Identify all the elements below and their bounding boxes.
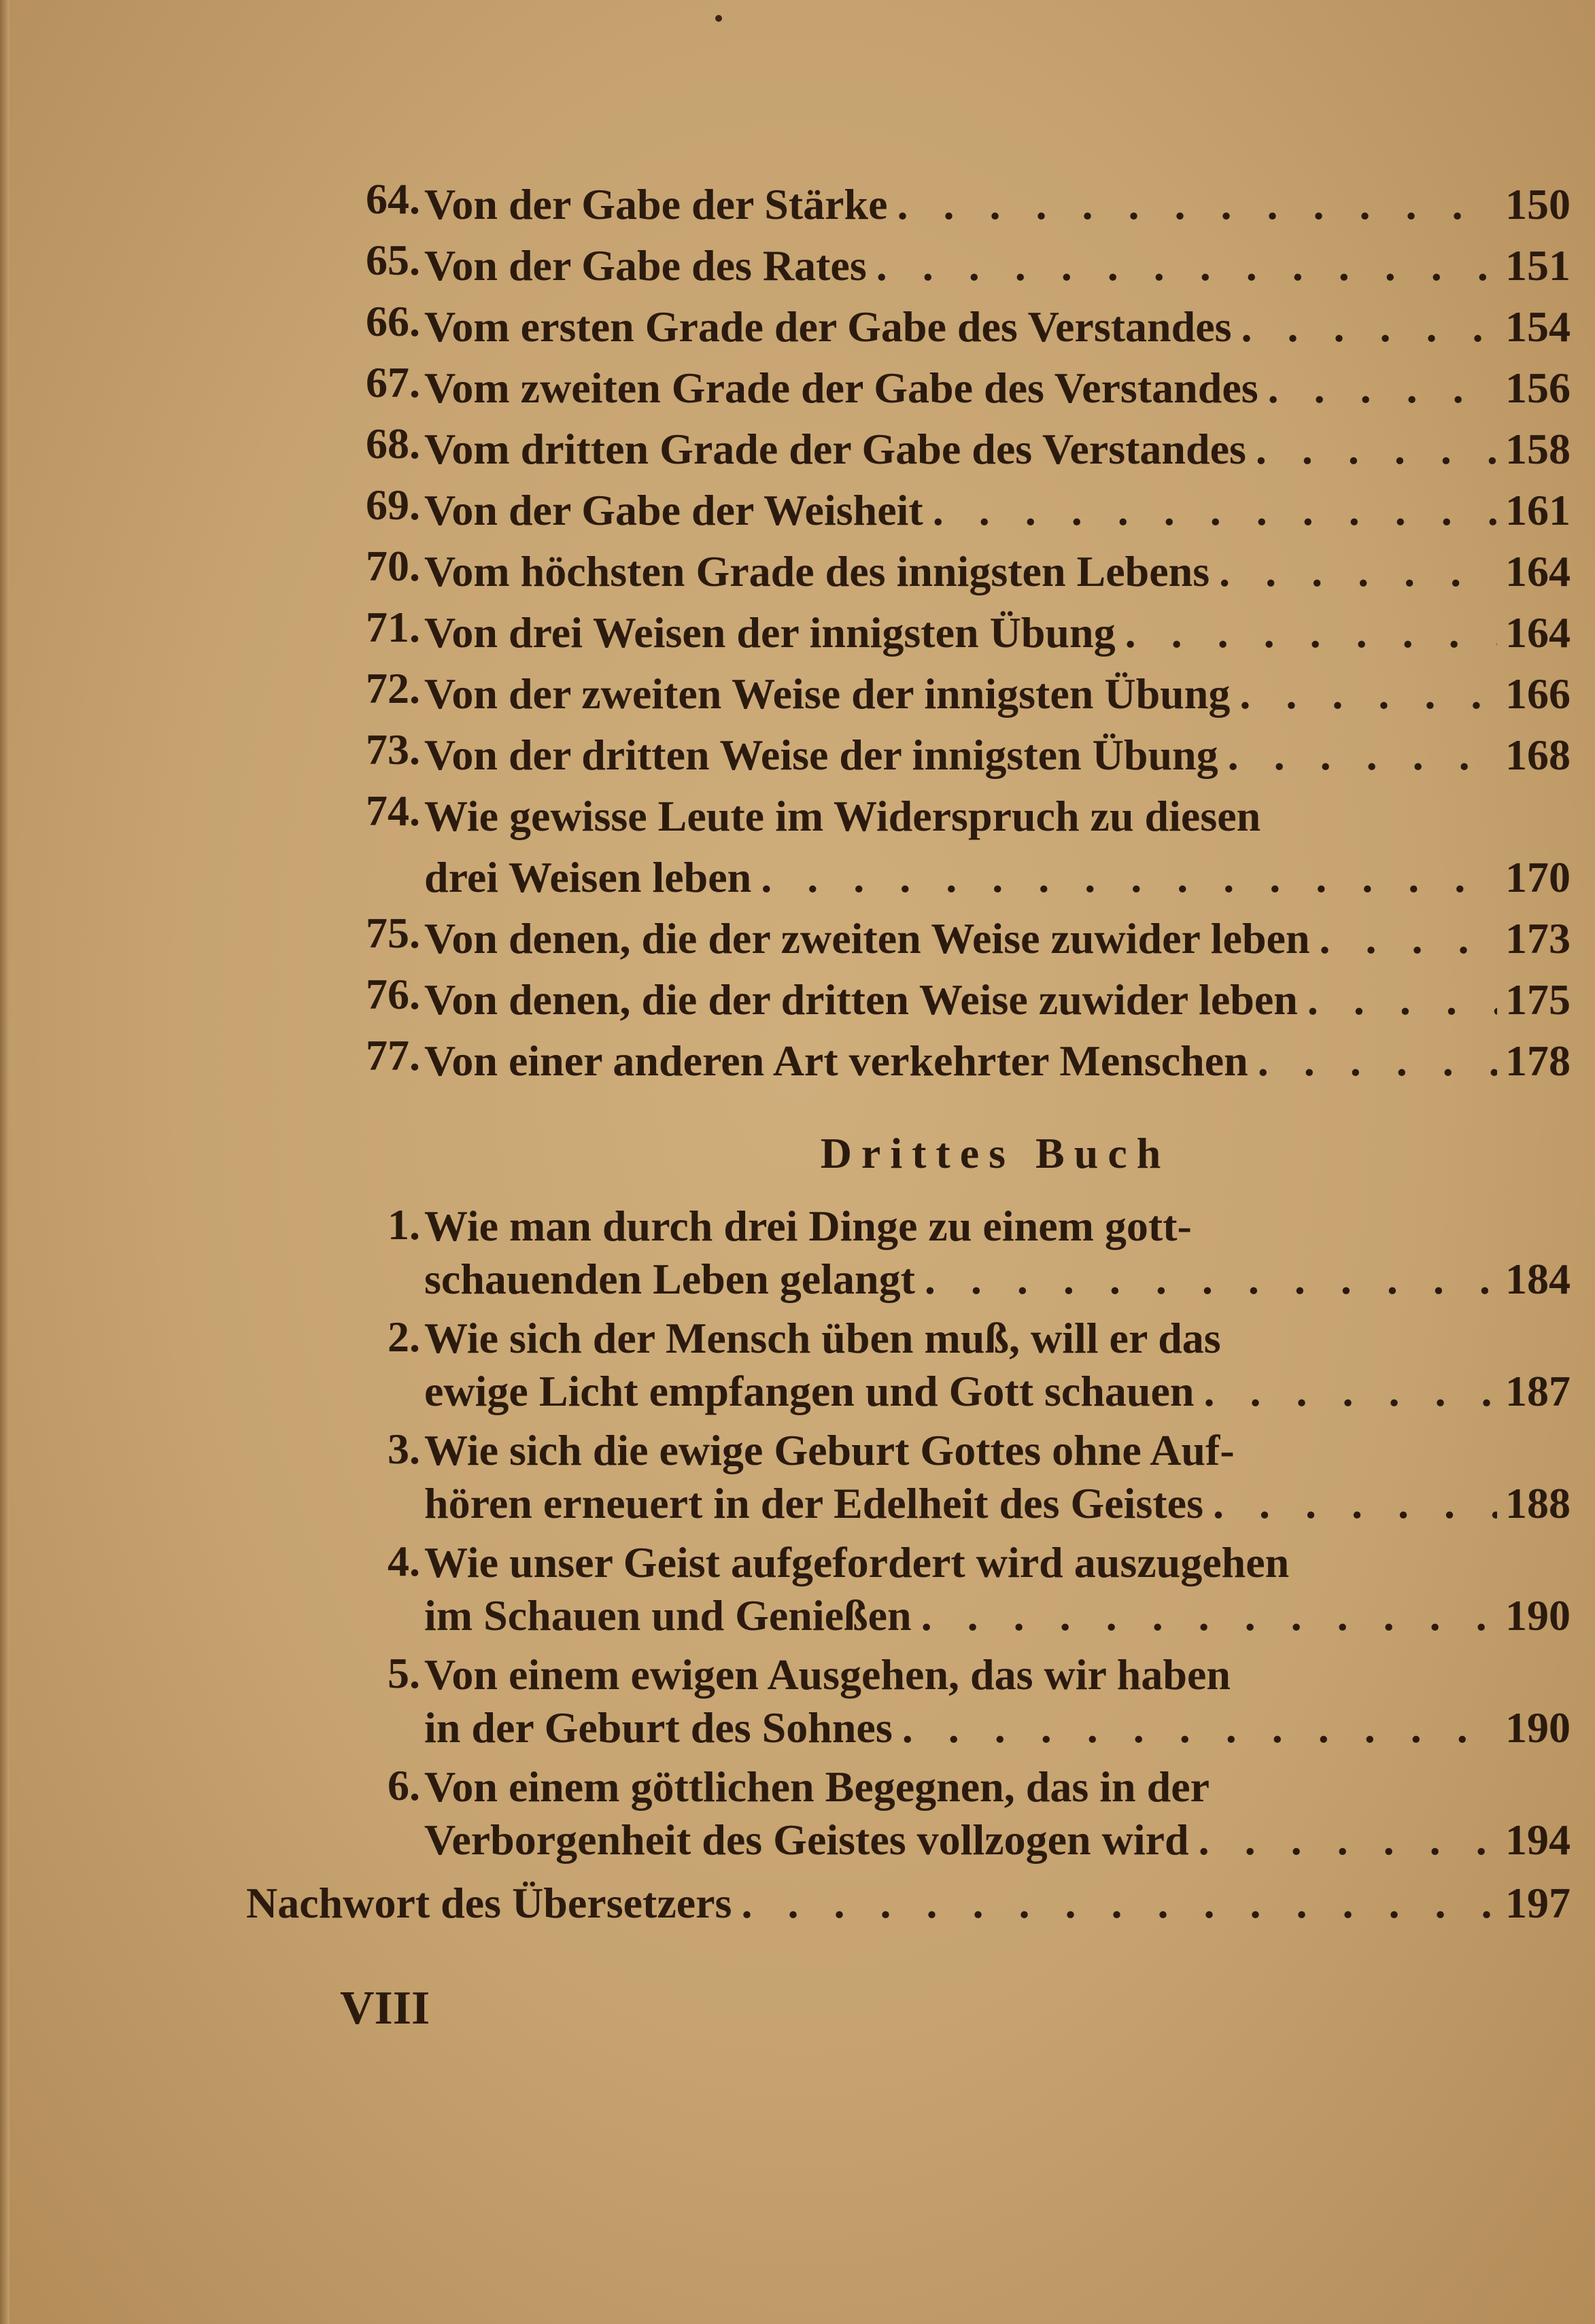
entry-number: 3. (388, 1425, 420, 1473)
entry-title: Nachwort des Übersetzers (246, 1879, 732, 1927)
entry-number: 64. (366, 175, 420, 223)
entry-page: 168 (1505, 731, 1571, 779)
entry-page: 170 (1505, 853, 1571, 901)
entry-page: 164 (1505, 547, 1571, 595)
entry-title-line: Vom ersten Grade der Gabe des Verstandes (424, 302, 1232, 351)
entry-title-line: Wie gewisse Leute im Widerspruch zu diesen (424, 792, 1261, 840)
toc-entry (333, 358, 1571, 419)
entry-title-line: hören erneuert in der Edelheit des Geistes (424, 1479, 1203, 1527)
dot-leader (1218, 725, 1497, 786)
dot-leader (1246, 419, 1497, 480)
entry-title-line: in der Geburt des Sohnes (424, 1703, 893, 1752)
dot-leader (893, 1701, 1497, 1754)
toc-entry (333, 786, 1571, 908)
entry-title-line: drei Weisen leben (424, 853, 752, 901)
entry-page: 197 (1505, 1879, 1571, 1927)
ink-speck (715, 15, 722, 22)
entry-title-line: Von der Gabe der Weisheit (424, 486, 923, 534)
entry-title-line: ewige Licht empfangen und Gott schauen (424, 1367, 1195, 1415)
entry-title-line: Wie unser Geist aufgefordert wird auszugehen (424, 1538, 1290, 1586)
toc-entry (333, 1200, 1571, 1306)
entry-title-line: Von denen, die der dritten Weise zuwider leben (424, 975, 1298, 1024)
entry-page: 178 (1505, 1037, 1571, 1085)
entry-page: 150 (1505, 180, 1571, 228)
book3-entries (333, 1200, 1571, 1867)
entry-number: 2. (388, 1313, 420, 1361)
entry-title-line: Vom dritten Grade der Gabe des Verstandes (424, 425, 1246, 473)
toc-entry (333, 1536, 1571, 1642)
entry-number: 4. (388, 1537, 420, 1585)
dot-leader (888, 174, 1497, 235)
toc-entry (333, 296, 1571, 358)
dot-leader (1189, 1814, 1497, 1867)
toc-entry (333, 725, 1571, 786)
entry-number: 77. (366, 1031, 420, 1079)
entry-number: 67. (366, 358, 420, 406)
dot-leader (1230, 663, 1497, 725)
table-of-contents (246, 174, 1571, 1934)
entry-number: 74. (366, 786, 420, 835)
toc-entry (333, 602, 1571, 663)
section-heading: Drittes Buch (820, 1129, 1171, 1177)
toc-entry (333, 663, 1571, 725)
entry-number: 68. (366, 419, 420, 468)
dot-leader (1232, 296, 1497, 358)
entry-number: 73. (366, 725, 420, 774)
toc-entry (333, 1424, 1571, 1530)
entry-title-line: Verborgenheit des Geistes vollzogen wird (424, 1816, 1189, 1864)
book2-entries (333, 174, 1571, 1092)
dot-leader (867, 235, 1497, 296)
entry-number: 6. (388, 1761, 420, 1809)
dot-leader (732, 1873, 1497, 1934)
entry-title-line: schauenden Leben gelangt (424, 1255, 915, 1303)
entry-page: 194 (1505, 1816, 1571, 1864)
dot-leader (1195, 1365, 1498, 1418)
entry-title-line: Von der zweiten Weise der innigsten Übung (424, 670, 1231, 718)
page-number: VIII (340, 1982, 430, 2034)
entry-number: 71. (366, 603, 420, 651)
entry-title-line: Von der dritten Weise der innigsten Übung (424, 731, 1218, 779)
entry-title-line: im Schauen und Genießen (424, 1591, 912, 1640)
entry-page: 164 (1505, 608, 1571, 657)
entry-number: 69. (366, 481, 420, 529)
dot-leader (1248, 1030, 1497, 1092)
entry-page: 158 (1505, 425, 1571, 473)
dot-leader (751, 847, 1497, 908)
entry-page: 184 (1505, 1255, 1571, 1303)
entry-number: 66. (366, 297, 420, 345)
entry-title-line: Von der Gabe der Stärke (424, 180, 888, 228)
entry-title-line: Wie sich die ewige Geburt Gottes ohne Auf- (424, 1426, 1235, 1474)
dot-leader (1203, 1477, 1497, 1530)
entry-page: 154 (1505, 302, 1571, 351)
toc-entry (333, 419, 1571, 480)
dot-leader (1310, 908, 1497, 969)
entry-title-line: Vom zweiten Grade der Gabe des Verstandes (424, 364, 1258, 412)
entry-page: 156 (1505, 364, 1571, 412)
toc-entry (333, 541, 1571, 602)
page-edge-shadow (0, 0, 10, 2324)
toc-entry (333, 1312, 1571, 1418)
dot-leader (1116, 602, 1497, 663)
entry-page: 190 (1505, 1703, 1571, 1752)
dot-leader (1258, 358, 1497, 419)
entry-title-line: Von denen, die der zweiten Weise zuwider leben (424, 914, 1310, 962)
dot-leader (912, 1589, 1497, 1642)
entry-number: 5. (388, 1649, 420, 1697)
entry-number: 65. (366, 236, 420, 284)
entry-number: 76. (366, 970, 420, 1018)
dot-leader (1210, 541, 1497, 602)
toc-entry (333, 908, 1571, 969)
entry-title-line: Von drei Weisen der innigsten Übung (424, 608, 1116, 657)
entry-page: 166 (1505, 670, 1571, 718)
entry-number: 75. (366, 909, 420, 957)
entry-title-line: Wie man durch drei Dinge zu einem gott- (424, 1202, 1192, 1250)
entry-page: 188 (1505, 1479, 1571, 1527)
entry-title-line: Von einem ewigen Ausgehen, das wir haben (424, 1650, 1231, 1699)
toc-entry-afterword (246, 1873, 1571, 1934)
toc-entry (333, 1648, 1571, 1754)
entry-number: 70. (366, 542, 420, 590)
entry-page: 161 (1505, 486, 1571, 534)
entry-page: 175 (1505, 975, 1571, 1024)
entry-page: 190 (1505, 1591, 1571, 1640)
entry-page: 187 (1505, 1367, 1571, 1415)
toc-entry (333, 174, 1571, 235)
dot-leader (923, 480, 1497, 541)
entry-page: 151 (1505, 241, 1571, 290)
entry-title-line: Von einer anderen Art verkehrter Menschen (424, 1037, 1248, 1085)
dot-leader (1298, 969, 1497, 1030)
entry-number: 1. (388, 1200, 420, 1249)
entry-page: 173 (1505, 914, 1571, 962)
entry-number: 72. (366, 664, 420, 712)
entry-title-line: Wie sich der Mensch üben muß, will er das (424, 1314, 1221, 1362)
dot-leader (915, 1253, 1497, 1306)
toc-entry (333, 1030, 1571, 1092)
toc-entry (333, 235, 1571, 296)
toc-entry (333, 1761, 1571, 1867)
entry-title-line: Von der Gabe des Rates (424, 241, 867, 290)
entry-title-line: Von einem göttlichen Begegnen, das in der (424, 1763, 1210, 1811)
toc-entry (333, 480, 1571, 541)
entry-title-line: Vom höchsten Grade des innigsten Lebens (424, 547, 1210, 595)
toc-entry (333, 969, 1571, 1030)
